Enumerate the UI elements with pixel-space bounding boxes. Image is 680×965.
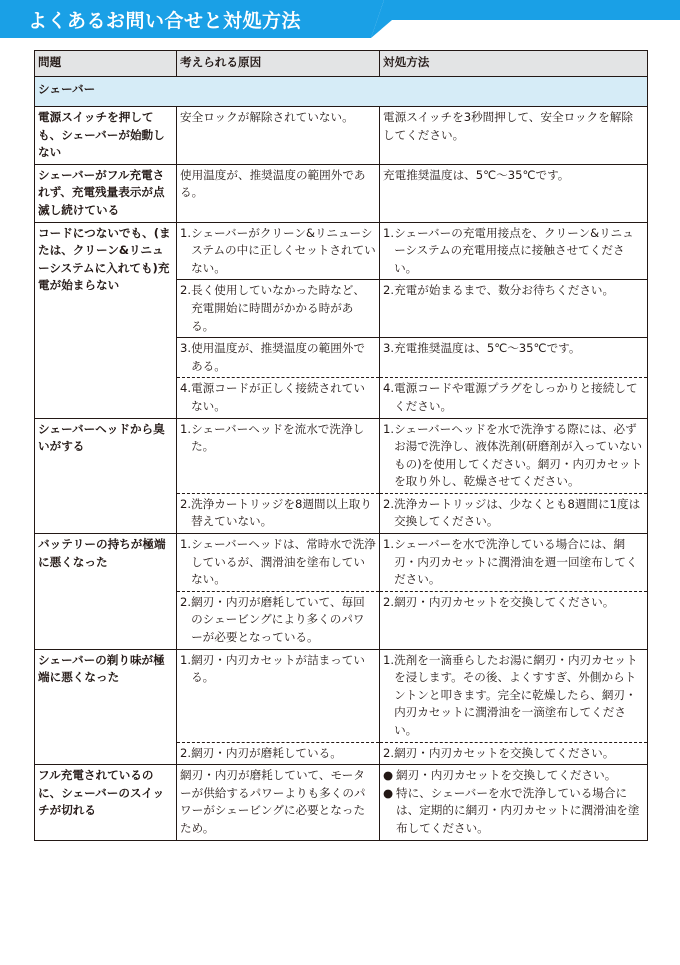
table-row xyxy=(35,164,648,222)
cause-text: 網刃・内刃が磨耗している。 xyxy=(191,745,342,760)
cause-number: 4. xyxy=(180,381,192,396)
cause-cell xyxy=(177,338,380,378)
cause-cell xyxy=(177,591,380,649)
problem-cell: バッテリーの持ちが極端に悪くなった xyxy=(35,534,177,650)
cause-number: 2. xyxy=(180,283,192,298)
table-header-row xyxy=(35,51,648,77)
problem-cell: シェーバーの剃り味が極端に悪くなった xyxy=(35,649,177,765)
remedy-cell xyxy=(380,591,648,649)
table-row xyxy=(35,534,648,592)
cause-text: 長く使用していなかった時など、充電開始に時間がかかる時がある。 xyxy=(191,283,365,333)
column-header-remedy: 対処方法 xyxy=(380,51,648,77)
remedy-number: 1. xyxy=(383,652,395,667)
cause-cell: 網刃・内刃が磨耗していて、モーターが供給するパワーよりも多くのパワーがシェービングに必要となったため。 xyxy=(177,765,380,840)
remedy-text: 網刃・内刃カセットを交換してください。 xyxy=(394,594,615,609)
remedy-cell xyxy=(380,418,648,493)
table-row xyxy=(35,765,648,840)
cause-cell xyxy=(177,649,380,742)
cause-cell xyxy=(177,418,380,493)
remedy-text: 洗剤を一滴垂らしたお湯に網刃・内刃カセットを浸します。その後、よくすすぎ、外側からトントンと叩きます。完全に乾燥したら、網刃・内刃カセットに潤滑油を一滴塗布してください。 xyxy=(394,652,638,737)
remedy-cell xyxy=(380,222,648,280)
table-row xyxy=(35,107,648,165)
cause-text: シェーバーヘッドは、常時水で洗浄しているが、潤滑油を塗布していない。 xyxy=(191,537,376,587)
section-row xyxy=(35,77,648,107)
remedy-number: 2. xyxy=(383,496,395,511)
cause-number: 2. xyxy=(180,496,192,511)
remedy-cell xyxy=(380,765,648,840)
remedy-text: シェーバーの充電用接点を、クリーン&リニューシステムの充電用接点に接触させてください。 xyxy=(394,225,634,275)
cause-cell xyxy=(177,222,380,280)
section-title: シェーバー xyxy=(35,77,648,107)
remedy-number: 3. xyxy=(383,341,395,356)
remedy-text: 洗浄カートリッジは、少なくとも8週間に1度は交換してください。 xyxy=(394,496,641,529)
cause-text: 電源コードが正しく接続されていない。 xyxy=(191,381,365,413)
remedy-number: 1. xyxy=(383,225,395,240)
remedy-cell xyxy=(380,280,648,338)
table-row xyxy=(35,649,648,742)
cause-number: 1. xyxy=(180,652,192,667)
remedy-text: シェーバーを水で洗浄している場合には、網刃・内刃カセットに潤滑油を週一回塗布してください。 xyxy=(394,537,638,587)
cause-number: 2. xyxy=(180,745,192,760)
problem-cell: シェーバーヘッドから臭いがする xyxy=(35,418,177,534)
remedy-cell xyxy=(380,378,648,418)
cause-text: シェーバーがクリーン&リニューシステムの中に正しくセットされていない。 xyxy=(191,225,376,275)
remedy-cell: 電源スイッチを3秒間押して、安全ロックを解除してください。 xyxy=(380,107,648,165)
bullet-item xyxy=(383,785,644,838)
problem-cell: シェーバーがフル充電されず、充電残量表示が点滅し続けている xyxy=(35,164,177,222)
page-title: よくあるお問い合せと対処方法 xyxy=(28,10,302,32)
remedy-cell xyxy=(380,534,648,592)
cause-number: 2. xyxy=(180,594,192,609)
table-row xyxy=(35,222,648,280)
cause-cell xyxy=(177,742,380,765)
cause-text: 網刃・内刃カセットが詰まっている。 xyxy=(191,652,365,685)
bullet-item xyxy=(383,767,644,785)
cause-text: 洗浄カートリッジを8週間以上取り替えていない。 xyxy=(191,496,372,529)
remedy-text: 充電推奨温度は、5℃〜35℃です。 xyxy=(394,341,581,356)
problem-cell: コードにつないでも、(または、クリーン&リニューシステムに入れても)充電が始まらない xyxy=(35,222,177,418)
bullet-text: 網刃・内刃カセットを交換してください。 xyxy=(396,768,617,783)
remedy-number: 4. xyxy=(383,381,395,396)
cause-number: 3. xyxy=(180,341,192,356)
remedy-text: 電源コードや電源プラグをしっかりと接続してください。 xyxy=(394,381,638,413)
cause-number: 1. xyxy=(180,421,192,436)
remedy-text: 充電が始まるまで、数分お待ちください。 xyxy=(394,283,615,298)
bullet-text: 特に、シェーバーを水で洗浄している場合には、定期的に網刃・内刃カセットに潤滑油を塗布してください。 xyxy=(396,785,640,835)
remedy-number: 2. xyxy=(383,745,395,760)
problem-cell: フル充電されているのに、シェーバーのスイッチが切れる xyxy=(35,765,177,840)
remedy-number: 1. xyxy=(383,537,395,552)
table-row xyxy=(35,418,648,493)
column-header-cause: 考えられる原因 xyxy=(177,51,380,77)
faq-table xyxy=(34,50,648,841)
bullet-mark: ● xyxy=(383,785,394,800)
cause-text: 網刃・内刃が磨耗していて、毎回のシェービングにより多くのパワーが必要となっている。 xyxy=(191,594,365,645)
cause-cell xyxy=(177,378,380,418)
remedy-text: 網刃・内刃カセットを交換してください。 xyxy=(394,745,615,760)
column-header-problem: 問題 xyxy=(35,51,177,77)
remedy-cell xyxy=(380,493,648,533)
cause-cell xyxy=(177,280,380,338)
cause-text: シェーバーヘッドを流水で洗浄した。 xyxy=(191,421,365,454)
remedy-cell xyxy=(380,338,648,378)
title-banner xyxy=(0,0,680,38)
remedy-cell: 充電推奨温度は、5℃〜35℃です。 xyxy=(380,164,648,222)
cause-cell: 安全ロックが解除されていない。 xyxy=(177,107,380,165)
bullet-mark: ● xyxy=(383,768,394,783)
cause-number: 1. xyxy=(180,225,192,240)
remedy-cell xyxy=(380,649,648,742)
problem-cell: 電源スイッチを押しても、シェーバーが始動しない xyxy=(35,107,177,165)
cause-cell xyxy=(177,493,380,533)
remedy-number: 2. xyxy=(383,594,395,609)
cause-number: 1. xyxy=(180,537,192,552)
remedy-number: 1. xyxy=(383,421,395,436)
remedy-number: 2. xyxy=(383,283,395,298)
cause-text: 使用温度が、推奨温度の範囲外である。 xyxy=(191,341,365,373)
remedy-text: シェーバーヘッドを水で洗浄する際には、必ずお湯で洗浄し、液体洗剤(研磨剤が入っていないもの)を使用してください。網刃・内刃カセットを取り外し、乾燥させてください。 xyxy=(394,421,643,489)
cause-cell: 使用温度が、推奨温度の範囲外である。 xyxy=(177,164,380,222)
cause-cell xyxy=(177,534,380,592)
remedy-cell xyxy=(380,742,648,765)
